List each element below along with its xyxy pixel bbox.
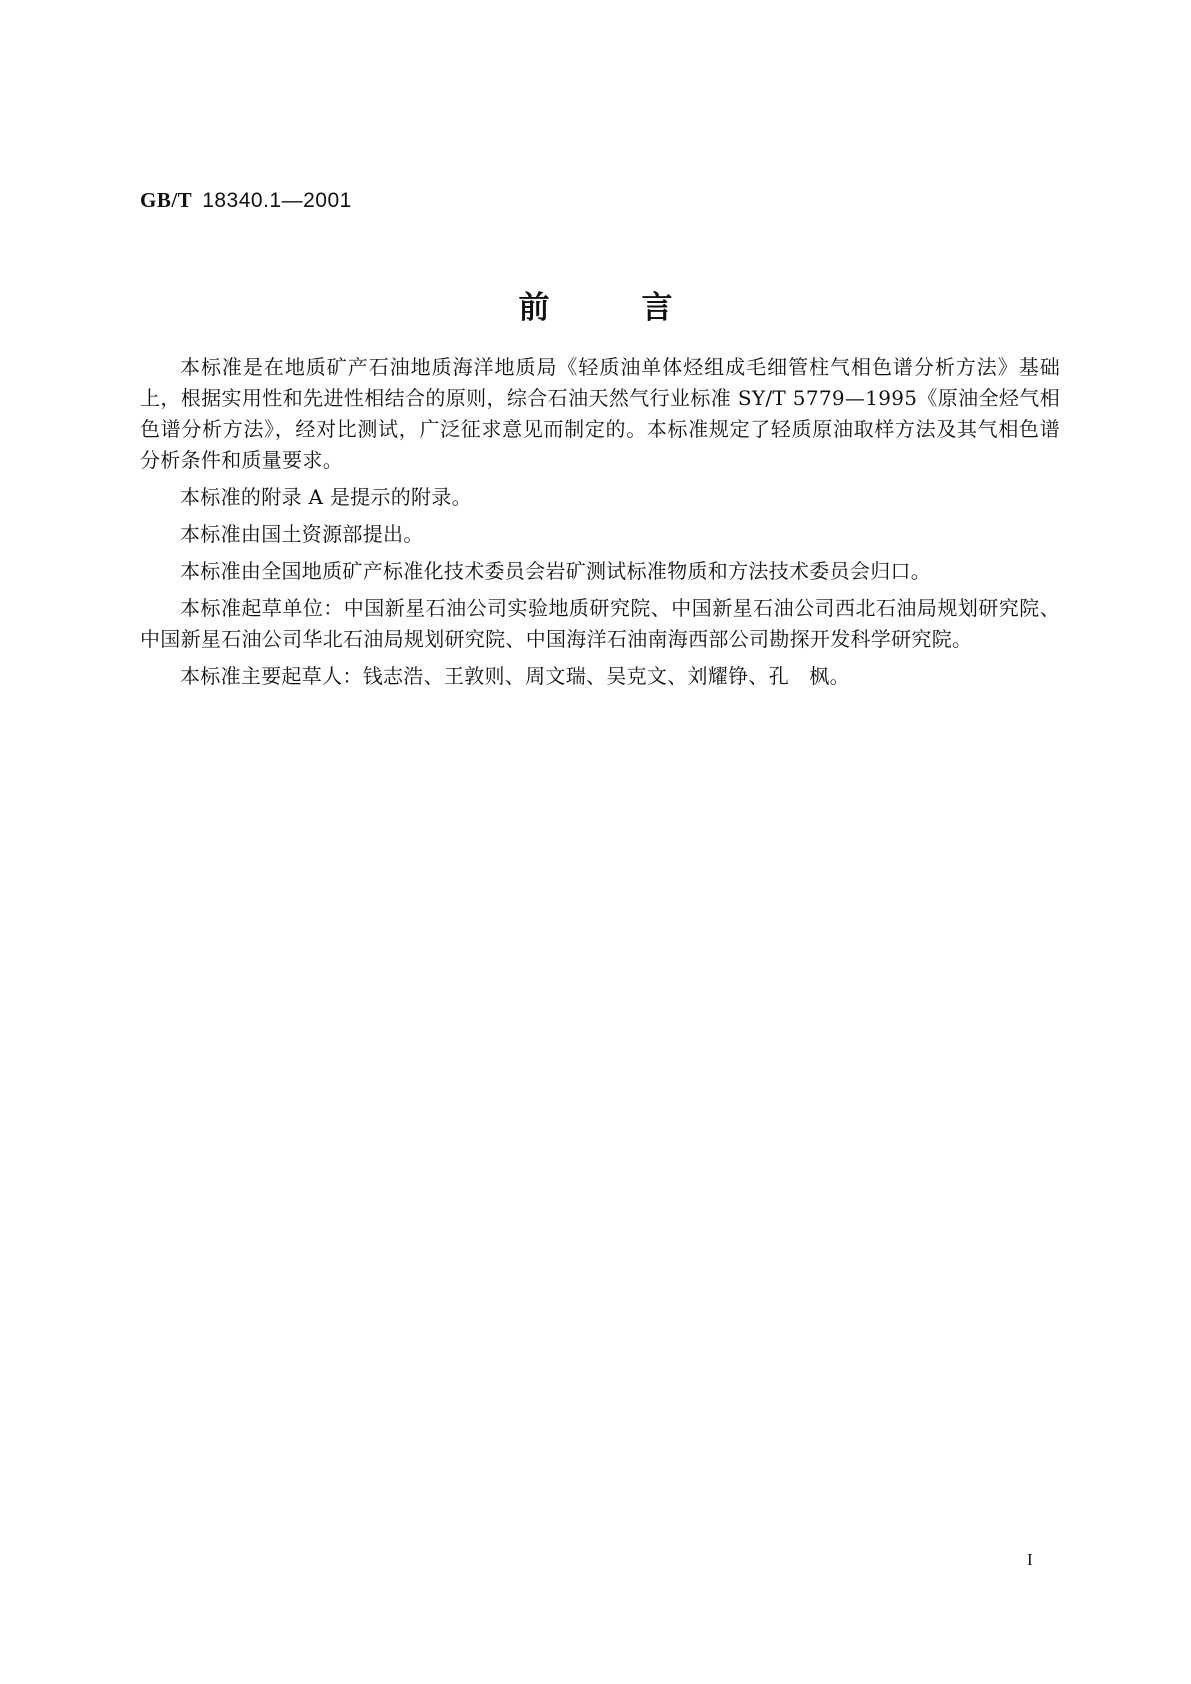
standard-code [140,188,352,213]
standard-number: 18340.1—2001 [202,189,352,212]
paragraph-proposer: 本标准由国土资源部提出。 [180,522,424,546]
paragraph-committee: 本标准由全国地质矿产标准化技术委员会岩矿测试标准物质和方法技术委员会归口。 [180,559,932,583]
paragraph-drafting-units: 本标准起草单位：中国新星石油公司实验地质研究院、中国新星石油公司西北石油局规划研究院、中国新星石油公司华北石油局规划研究院、中国海洋石油南海西部公司勘探开发科学研究院。 [140,596,1060,651]
standard-prefix: GB/T [140,188,193,212]
paragraph-appendix: 本标准的附录 A 是提示的附录。 [180,485,472,509]
page-number: I [1027,1550,1033,1569]
foreword-body [140,352,1060,698]
paragraph-drafters: 本标准主要起草人：钱志浩、王敦则、周文瑞、吴克文、刘耀铮、孔 枫。 [180,664,850,688]
paragraph-intro: 本标准是在地质矿产石油地质海洋地质局《轻质油单体烃组成毛细管柱气相色谱分析方法》基础上，根据实用性和先进性相结合的原则，综合石油天然气行业标准 SY/T 5779—1995《原油全烃气相色谱分析方法》，经对比测试，广泛征求意见而制定的。本标准规定了轻质原油取样方法及其气相色谱分析条件和质量要求。 [140,355,1060,472]
page-title: 前言 [518,290,765,326]
